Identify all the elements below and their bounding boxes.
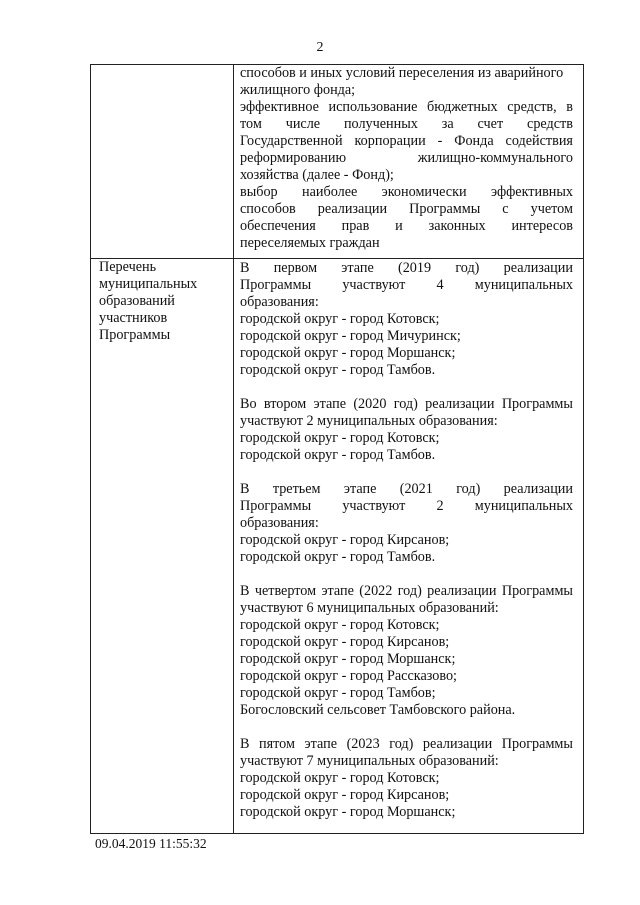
row1-content-cell xyxy=(234,65,584,259)
text-line: участвуют 6 муниципальных образований: xyxy=(240,600,499,616)
paragraph-spacer xyxy=(240,566,573,583)
text-line: хозяйства (далее - Фонд); xyxy=(240,167,394,183)
text-line: городской округ - город Тамбов. xyxy=(240,549,436,565)
page-number: 2 xyxy=(316,40,324,55)
text-line: Богословский сельсовет Тамбовского района. xyxy=(240,702,516,718)
text-line: жилищного фонда; xyxy=(240,82,356,98)
text-line: участвуют 7 муниципальных образований: xyxy=(240,753,499,769)
row-label-line: Перечень xyxy=(99,259,157,275)
text-line: переселяемых граждан xyxy=(240,235,380,251)
stage-paragraph xyxy=(240,260,573,379)
stage-paragraph xyxy=(240,736,573,821)
paragraph-spacer xyxy=(240,719,573,736)
text-line: В первом этапе (2019 год) реализации xyxy=(240,260,573,276)
paragraph-spacer xyxy=(240,464,573,481)
text-line: образования: xyxy=(240,515,319,531)
table-row xyxy=(91,259,584,834)
text-line: городской округ - город Моршанск; xyxy=(240,345,456,361)
text-line: реформированию жилищно-коммунального xyxy=(240,150,573,166)
text-line: городской округ - город Кирсанов; xyxy=(240,787,450,803)
text-line: городской округ - город Рассказово; xyxy=(240,668,457,684)
table-row xyxy=(91,65,584,259)
text-line: способов реализации Программы с учетом xyxy=(240,201,573,217)
text-line: городской округ - город Котовск; xyxy=(240,311,440,327)
text-line: выбор наиболее экономически эффективных xyxy=(240,184,573,200)
row2-content-cell xyxy=(234,259,584,834)
text-line: В четвертом этапе (2022 год) реализации Программы xyxy=(240,583,573,599)
text-line: способов и иных условий переселения из аварийного xyxy=(240,65,564,81)
row-label-line: муниципальных xyxy=(99,276,198,292)
text-line: городской округ - город Мичуринск; xyxy=(240,328,461,344)
text-line: образования: xyxy=(240,294,319,310)
text-line: Программы участвуют 4 муниципальных xyxy=(240,277,573,293)
program-table xyxy=(90,64,584,834)
text-line: городской округ - город Тамбов. xyxy=(240,362,436,378)
paragraph-spacer xyxy=(240,379,573,396)
row-label-line: участников xyxy=(99,310,168,326)
text-line: городской округ - город Тамбов; xyxy=(240,685,436,701)
text-line: В третьем этапе (2021 год) реализации xyxy=(240,481,573,497)
text-line: Программы участвуют 2 муниципальных xyxy=(240,498,573,514)
text-line: городской округ - город Моршанск; xyxy=(240,651,456,667)
text-line: Во втором этапе (2020 год) реализации Программы xyxy=(240,396,573,412)
text-line: городской округ - город Котовск; xyxy=(240,617,440,633)
print-timestamp: 09.04.2019 11:55:32 xyxy=(95,836,207,851)
text-line: городской округ - город Моршанск; xyxy=(240,804,456,820)
text-line: обеспечения прав и законных интересов xyxy=(240,218,573,234)
row-label-line: образований xyxy=(99,293,175,309)
text-line: городской округ - город Тамбов. xyxy=(240,447,436,463)
text-line: городской округ - город Котовск; xyxy=(240,430,440,446)
row1-label-cell xyxy=(91,65,234,259)
row-label-line: Программы xyxy=(99,327,171,343)
stage-paragraph xyxy=(240,481,573,566)
text-line: В пятом этапе (2023 год) реализации Программы xyxy=(240,736,573,752)
text-line: Государственной корпорации - Фонда содействия xyxy=(240,133,573,149)
text-line: том числе полученных за счет средств xyxy=(240,116,573,132)
stage-paragraph xyxy=(240,396,573,464)
text-line: городской округ - город Кирсанов; xyxy=(240,532,450,548)
text-line: эффективное использование бюджетных средств, в xyxy=(240,99,573,115)
stage-paragraph xyxy=(240,583,573,719)
text-line: городской округ - город Котовск; xyxy=(240,770,440,786)
text-line: городской округ - город Кирсанов; xyxy=(240,634,450,650)
row2-label-cell xyxy=(91,259,234,834)
text-line: участвуют 2 муниципальных образования: xyxy=(240,413,498,429)
